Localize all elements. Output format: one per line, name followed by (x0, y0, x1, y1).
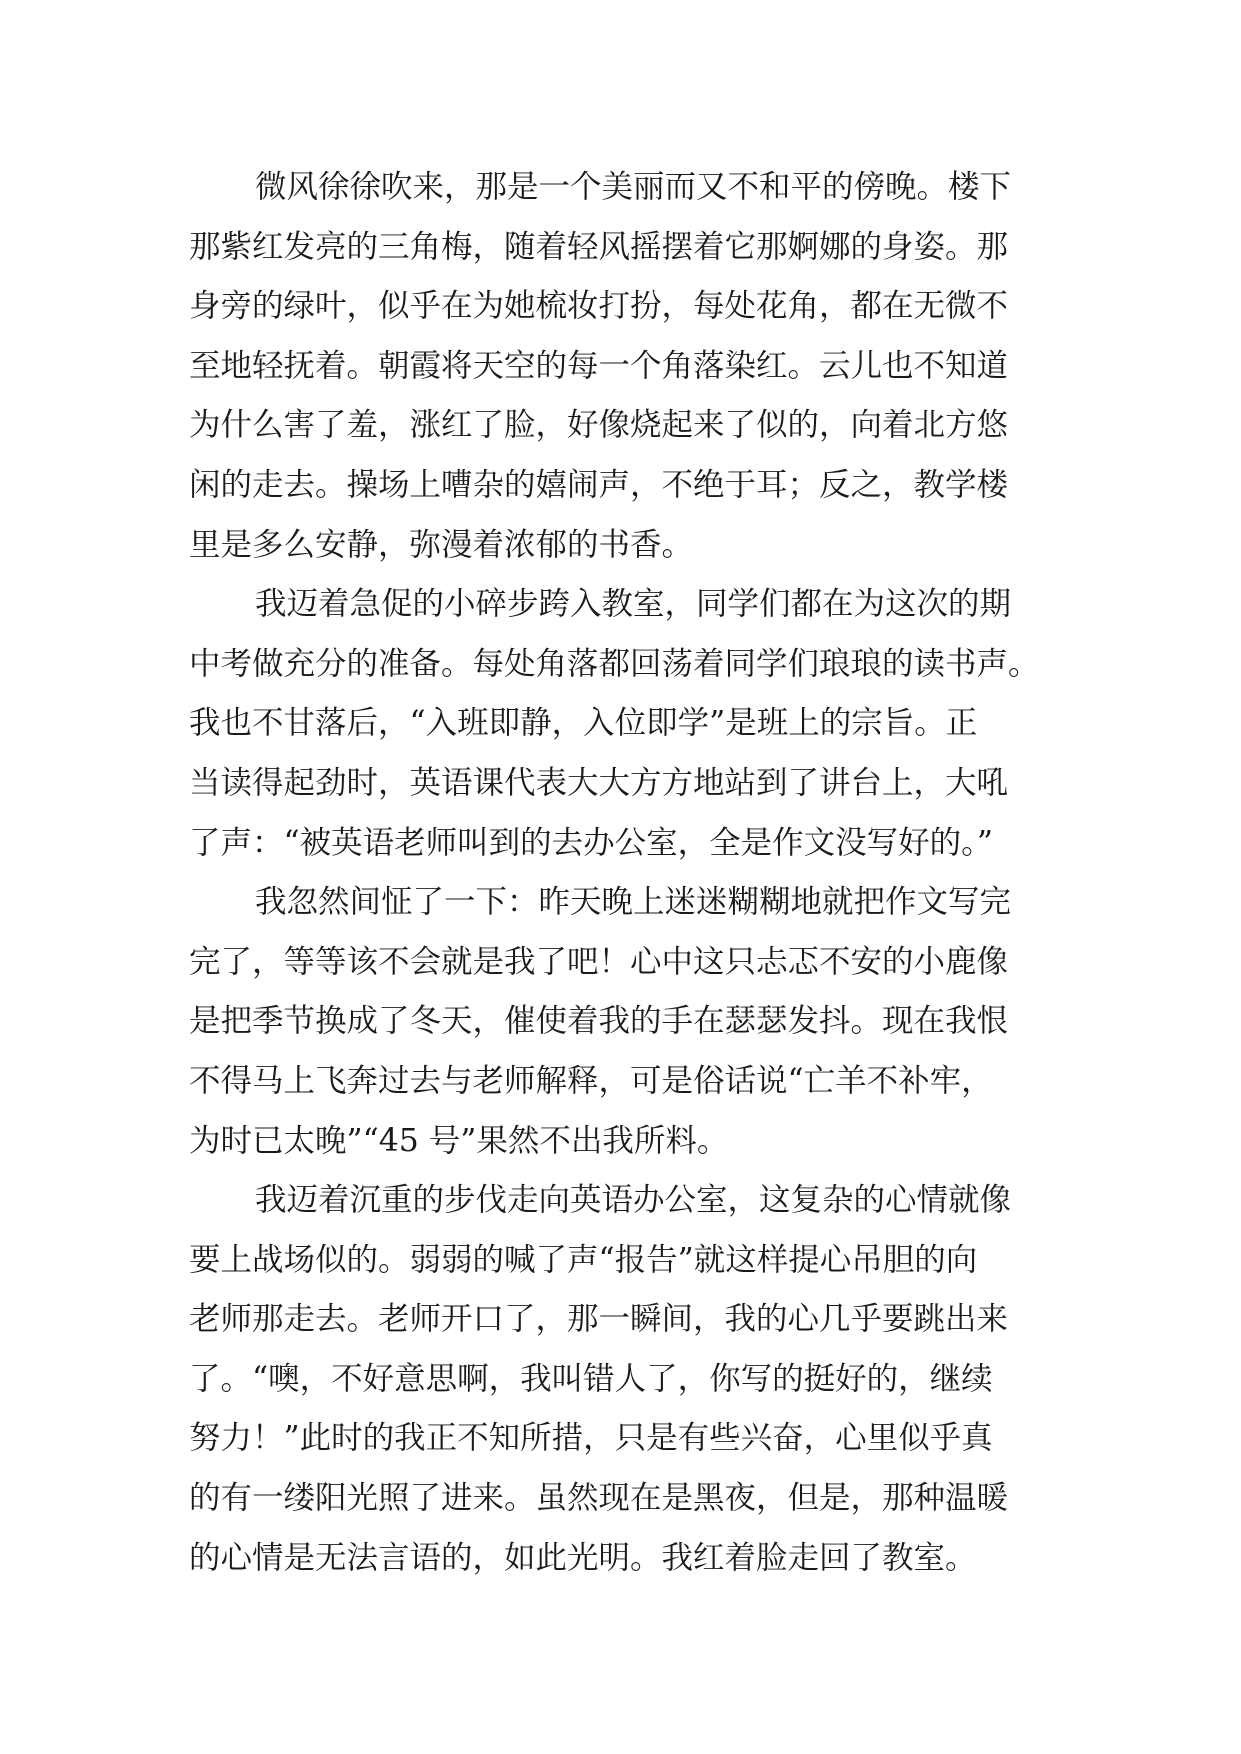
text-line: 完了，等等该不会就是我了吧！心中这只忐忑不安的小鹿像 (189, 943, 1009, 980)
text-line: 里是多么安静，弥漫着浓郁的书香。 (189, 526, 694, 563)
text-line: 当读得起劲时，英语课代表大大方方地站到了讲台上，大吼 (189, 764, 1009, 801)
paragraph-3 (189, 873, 1059, 1171)
text-line: 我忽然间怔了一下：昨天晚上迷迷糊糊地就把作文写完 (255, 884, 1012, 921)
text-line: 不得马上飞奔过去与老师解释，可是俗话说“亡羊不补牢， (189, 1062, 993, 1099)
text-line: 了。“噢，不好意思啊，我叫错人了，你写的挺好的，继续 (189, 1360, 993, 1397)
text-line: 为什么害了羞，涨红了脸，好像烧起来了似的，向着北方悠 (189, 407, 1009, 444)
paragraph-4 (189, 1171, 1059, 1588)
text-line: 为时已太晚”“45 号”果然不出我所料。 (189, 1122, 729, 1159)
text-line: 的心情是无法言语的，如此光明。我红着脸走回了教室。 (189, 1539, 977, 1576)
text-line: 我也不甘落后，“入班即静，入位即学”是班上的宗旨。正 (189, 705, 978, 742)
essay-body (189, 158, 1059, 1588)
text-line: 身旁的绿叶，似乎在为她梳妆打扮，每处花角，都在无微不 (189, 288, 1009, 325)
text-line: 中考做充分的准备。每处角落都回荡着同学们琅琅的读书声。 (189, 645, 1040, 682)
text-line: 老师那走去。老师开口了，那一瞬间，我的心几乎要跳出来 (189, 1301, 1009, 1338)
text-line: 努力！”此时的我正不知所措，只是有些兴奋，心里似乎真 (189, 1420, 993, 1457)
paragraph-1 (189, 158, 1059, 575)
text-line: 我迈着急促的小碎步跨入教室，同学们都在为这次的期 (255, 586, 1012, 623)
text-line: 是把季节换成了冬天，催使着我的手在瑟瑟发抖。现在我恨 (189, 1003, 1009, 1040)
text-line: 闲的走去。操场上嘈杂的嬉闹声，不绝于耳；反之，教学楼 (189, 466, 1009, 503)
text-line: 至地轻抚着。朝霞将天空的每一个角落染红。云儿也不知道 (189, 347, 1009, 384)
text-line: 要上战场似的。弱弱的喊了声“报告”就这样提心吊胆的向 (189, 1241, 978, 1278)
text-line: 微风徐徐吹来，那是一个美丽而又不和平的傍晚。楼下 (255, 169, 1012, 205)
paragraph-2 (189, 575, 1059, 873)
text-line: 了声：“被英语老师叫到的去办公室，全是作文没写好的。” (189, 824, 993, 861)
text-line: 的有一缕阳光照了进来。虽然现在是黑夜，但是，那种温暖 (189, 1480, 1009, 1517)
text-line: 我迈着沉重的步伐走向英语办公室，这复杂的心情就像 (255, 1182, 1012, 1219)
text-line: 那紫红发亮的三角梅，随着轻风摇摆着它那婀娜的身姿。那 (189, 228, 1009, 265)
